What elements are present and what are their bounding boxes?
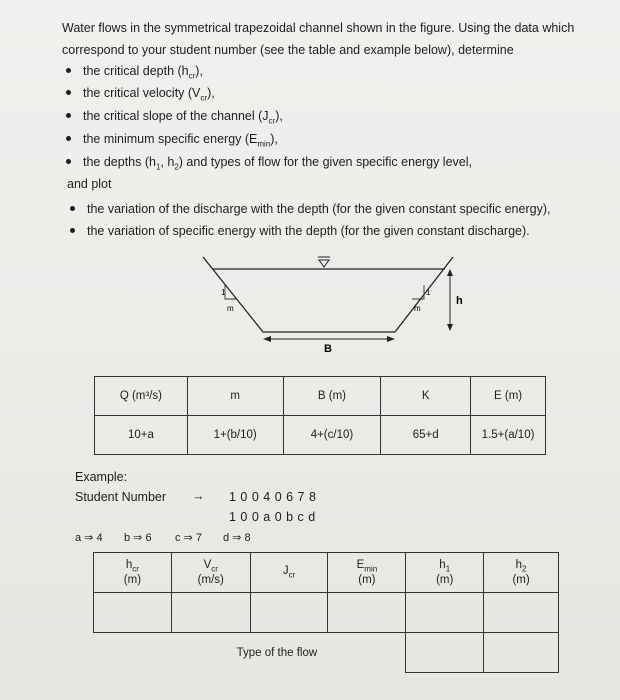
- header-min-energy: $E_{min}$ (m): [328, 553, 406, 593]
- cell-critical-slope[interactable]: [250, 593, 328, 633]
- header-depth-h2: $h_2$ (m): [484, 553, 559, 593]
- bottom-width-label-b: B: [324, 343, 332, 355]
- bullet-plot-energy: the variation of specific energy with the depth (for the given constant discharge).: [70, 221, 530, 241]
- left-slope-1: 1: [221, 288, 226, 297]
- student-number-label: Student Number: [75, 490, 167, 504]
- intro-line-2: correspond to your student number (see the table and example below), determine: [62, 43, 514, 57]
- value-discharge: 10+a: [95, 416, 188, 455]
- value-roughness: 65+d: [381, 416, 471, 455]
- header-roughness: K: [381, 377, 471, 416]
- header-energy: E (m): [471, 377, 546, 416]
- header-depth-h1: $h_1$ (m): [406, 553, 484, 593]
- results-header-row: [94, 553, 559, 593]
- flow-type-row: [94, 633, 559, 673]
- trapezoidal-channel-figure: [195, 252, 475, 362]
- bullet-critical-slope: the critical slope of the channel $(J_{cr})$,: [66, 106, 283, 132]
- depth-label-h: h: [456, 295, 463, 307]
- example-student-number: 1 0 0 4 0 6 7 8: [229, 490, 317, 504]
- header-discharge: Q (m³/s): [95, 377, 188, 416]
- cell-critical-depth[interactable]: [94, 593, 172, 633]
- example-var-d: d ⇒ 8: [223, 532, 251, 544]
- cell-flow-type-h2[interactable]: [484, 633, 559, 673]
- header-side-slope: m: [187, 377, 283, 416]
- header-critical-slope: $J_{cr}$: [250, 553, 328, 593]
- table-row: [95, 416, 546, 455]
- right-slope-1: 1: [426, 288, 431, 297]
- cell-depth-h1[interactable]: [406, 593, 484, 633]
- cell-critical-velocity[interactable]: [171, 593, 250, 633]
- problem-statement: [62, 17, 612, 61]
- flow-type-label-cell: [94, 633, 406, 673]
- bullet-min-energy: the minimum specific energy $(E_{min})$,: [66, 129, 278, 155]
- example-var-b: b ⇒ 6: [124, 532, 152, 544]
- example-var-c: c ⇒ 7: [175, 532, 202, 544]
- table-header-row: [95, 377, 546, 416]
- and-plot-text: and plot: [67, 177, 112, 191]
- channel-data-table: [94, 376, 546, 455]
- bullet-depths: the depths ($h_1$, $h_2$) and types of flow for the given specific energy level,: [66, 152, 472, 178]
- example-number-pattern: 1 0 0 a 0 b c d: [229, 510, 316, 524]
- cell-min-energy[interactable]: [328, 593, 406, 633]
- flow-type-label: Type of the flow: [236, 646, 318, 659]
- header-critical-velocity: $V_{cr}$ (m/s): [171, 553, 250, 593]
- example-var-a: a ⇒ 4: [75, 532, 103, 544]
- value-bottom-width: 4+(c/10): [283, 416, 381, 455]
- value-energy: 1.5+(a/10): [471, 416, 546, 455]
- bullet-plot-discharge: the variation of the discharge with the depth (for the given constant specific energy),: [70, 199, 550, 219]
- channel-outline: [203, 257, 453, 332]
- header-critical-depth: $h_{cr}$ (m): [94, 553, 172, 593]
- results-value-row: [94, 593, 559, 633]
- water-level-symbol-icon: [319, 260, 329, 267]
- bullet-critical-velocity: the critical velocity $(V_{cr})$,: [66, 83, 215, 109]
- left-slope-m: m: [227, 304, 234, 313]
- header-bottom-width: B (m): [283, 377, 381, 416]
- right-slope-m: m: [414, 304, 421, 313]
- intro-line-1: Water flows in the symmetrical trapezoidal channel shown in the figure. Using the data which: [62, 21, 575, 35]
- value-side-slope: 1+(b/10): [187, 416, 283, 455]
- example-title: Example:: [75, 470, 128, 484]
- example-arrow: →: [192, 489, 205, 503]
- bullet-critical-depth: the critical depth $(h_{cr})$,: [66, 61, 203, 87]
- cell-flow-type-h1[interactable]: [406, 633, 484, 673]
- results-table: [93, 552, 559, 673]
- cell-depth-h2[interactable]: [484, 593, 559, 633]
